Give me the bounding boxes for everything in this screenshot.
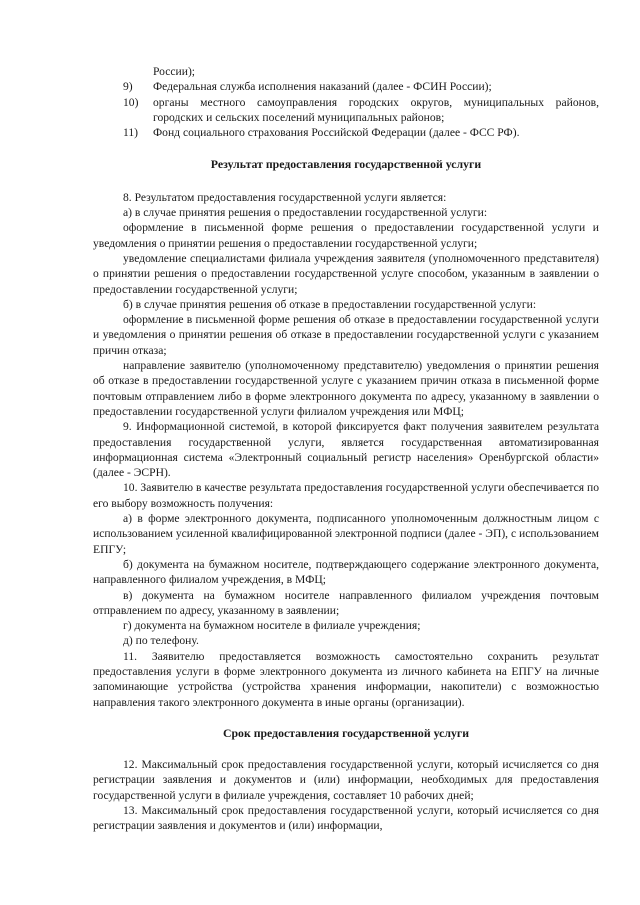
paragraph: 11. Заявителю предоставляется возможность самостоятельно сохранить результат предоставления услуги в форме электронного документа из личного кабинета на ЕПГУ на личные запоминающие устройства (устройства хранения информации, накопители) с возможностью направления такого электронного документа в иные органы (организации). <box>93 649 599 709</box>
paragraph: 12. Максимальный срок предоставления государственной услуги, который исчисляется со дня регистрации заявления и документов и (или) информации, необходимых для предоставления государственной услуги в филиале учреждения, составляет 10 рабочих дней; <box>93 758 599 802</box>
document-body <box>93 64 599 834</box>
paragraph: а) в случае принятия решения о предоставлении государственной услуги: <box>123 206 488 220</box>
list-item <box>93 79 599 94</box>
paragraph: 9. Информационной системой, в которой фиксируется факт получения заявителем результата предоставления государственной услуги, является государственная автоматизированная информационная система «Электронный социальный регистр населения» Оренбургской области» (далее - ЭСРН). <box>93 420 599 480</box>
paragraph: направление заявителю (уполномоченному представителю) уведомления о принятии решения об отказе в предоставлении государственной услуге с указанием причин отказа в письменной форме почтовым отправлением либо в форме электронного документа по адресу, указанному в заявлении о предоставлении государственной услуги филиалом учреждения или МФЦ; <box>93 359 599 418</box>
paragraph: 8. Результатом предоставления государственной услуги является: <box>123 190 447 204</box>
paragraph: д) по телефону. <box>123 634 199 648</box>
paragraph: б) в случае принятия решения об отказе в предоставлении государственной услуги: <box>123 297 537 311</box>
list-item <box>93 95 599 126</box>
list-item-number: 10) <box>123 95 139 109</box>
list-item <box>93 125 599 140</box>
section-heading-term: Срок предоставления государственной услуги <box>222 725 470 740</box>
paragraph: оформление в письменной форме решения о предоставлении государственной услуги и уведомления о принятии решения о предоставлении государственной услуги; <box>93 221 599 250</box>
section-heading-result: Результат предоставления государственной услуги <box>210 157 482 172</box>
paragraph: оформление в письменной форме решения об отказе в предоставлении государственной услуги и уведомления о принятии решения об отказе в предоставлении государственной услуги с указанием причин отказа; <box>93 313 599 357</box>
paragraph: в) документа на бумажном носителе направленного филиалом учреждения почтовым отправлением по адресу, указанному в заявлении; <box>93 588 599 617</box>
paragraph: 13. Максимальный срок предоставления государственной услуги, который исчисляется со дня регистрации заявления и документов и (или) информации, <box>93 804 599 833</box>
list-item-text: органы местного самоуправления городских округов, муниципальных районов, городских и сельских поселений муниципальных районов; <box>153 95 599 124</box>
list-item-number: 9) <box>123 80 133 94</box>
paragraph: б) документа на бумажном носителе, подтверждающего содержание электронного документа, направленного филиалом учреждения, в МФЦ; <box>93 557 599 587</box>
list-item-number: 11) <box>123 126 139 140</box>
list-item-text: Фонд социального страхования Российской Федерации (далее - ФСС РФ). <box>153 126 520 140</box>
paragraph: г) документа на бумажном носителе в филиале учреждения; <box>123 619 421 633</box>
list-item-text: Федеральная служба исполнения наказаний (далее - ФСИН России); <box>153 80 492 94</box>
paragraph: 10. Заявителю в качестве результата предоставления государственной услуги обеспечивается по его выбору возможность получения: <box>93 481 599 510</box>
list-continuation: России); <box>153 65 196 78</box>
paragraph: уведомление специалистами филиала учреждения заявителя (уполномоченного представителя) о принятии решения о предоставлении государственной услуге способом, указанным в заявлении о предоставлении государственной услуги; <box>93 251 599 296</box>
paragraph: а) в форме электронного документа, подписанного уполномоченным должностным лицом с использованием усиленной квалифицированной электронной подписи (далее - ЭП), с использованием ЕПГУ; <box>93 512 599 556</box>
